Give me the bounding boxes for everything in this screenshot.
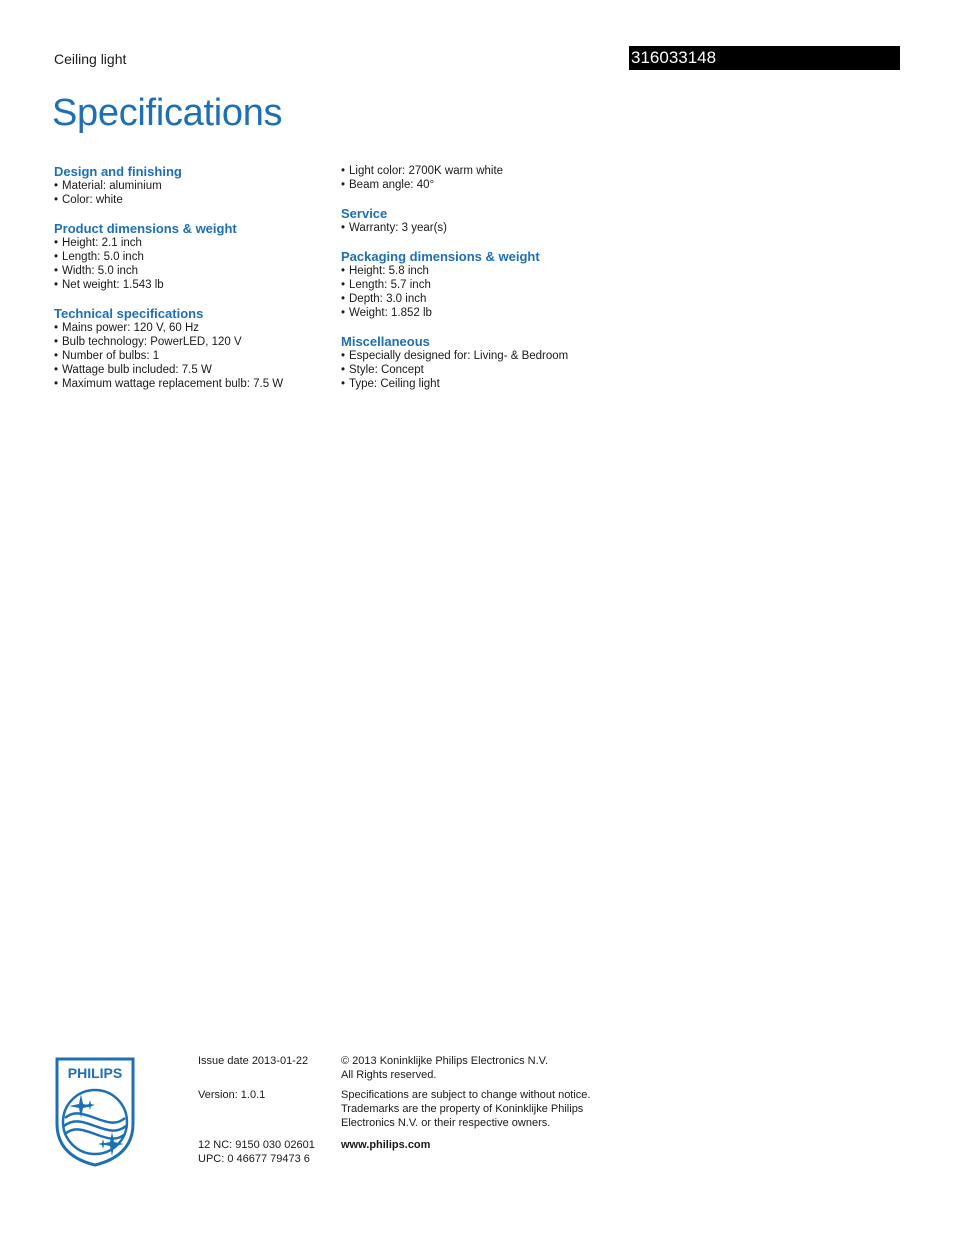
- spec-item: • Warranty: 3 year(s): [341, 221, 621, 235]
- product-category: Ceiling light: [54, 51, 127, 67]
- spec-item: • Net weight: 1.543 lb: [54, 278, 334, 292]
- section-heading: Design and finishing: [54, 164, 182, 179]
- spec-item: • Length: 5.7 inch: [341, 278, 621, 292]
- spec-item: • Light color: 2700K warm white: [341, 164, 621, 178]
- spec-item: • Width: 5.0 inch: [54, 264, 334, 278]
- notice-block: [341, 1088, 611, 1138]
- spec-item: • Especially designed for: Living- & Bedroom: [341, 349, 621, 363]
- section-service: [341, 206, 621, 235]
- section-heading: Miscellaneous: [341, 334, 430, 349]
- spec-item: • Length: 5.0 inch: [54, 250, 334, 264]
- spec-item: • Material: aluminium: [54, 179, 334, 193]
- page-title: Specifications: [52, 92, 283, 134]
- spec-item: • Height: 5.8 inch: [341, 264, 621, 278]
- specs-right-column: [341, 164, 621, 405]
- copyright-line: All Rights reserved.: [341, 1069, 437, 1081]
- section-packaging-dimensions: [341, 249, 621, 320]
- spec-item: • Beam angle: 40°: [341, 178, 621, 192]
- spec-item: • Weight: 1.852 lb: [341, 306, 621, 320]
- section-product-dimensions: [54, 221, 334, 292]
- spec-item: • Bulb technology: PowerLED, 120 V: [54, 335, 334, 349]
- notice-line: Electronics N.V. or their respective owners.: [341, 1117, 551, 1129]
- issue-date: Issue date 2013-01-22: [198, 1055, 309, 1067]
- version: Version: 1.0.1: [198, 1089, 266, 1101]
- specs-left-column: [54, 164, 334, 405]
- footer-legal: [341, 1054, 611, 1152]
- spec-item: • Color: white: [54, 193, 334, 207]
- spec-item: • Type: Ceiling light: [341, 377, 621, 391]
- spec-item: • Mains power: 120 V, 60 Hz: [54, 321, 334, 335]
- philips-logo-icon: [54, 1056, 136, 1168]
- logo-wordmark: PHILIPS: [67, 1065, 123, 1081]
- product-id-badge: 316033148: [629, 46, 900, 70]
- section-miscellaneous: [341, 334, 621, 391]
- section-heading: Product dimensions & weight: [54, 221, 237, 236]
- upc-code: UPC: 0 46677 79473 6: [198, 1153, 310, 1165]
- nc-code: 12 NC: 9150 030 02601: [198, 1139, 315, 1151]
- spec-item: • Height: 2.1 inch: [54, 236, 334, 250]
- spec-item: • Maximum wattage replacement bulb: 7.5 W: [54, 377, 334, 391]
- section-heading: Packaging dimensions & weight: [341, 249, 540, 264]
- section-design-finishing: [54, 164, 334, 207]
- website-link[interactable]: www.philips.com: [341, 1139, 431, 1151]
- section-technical-specifications: [54, 306, 334, 391]
- section-technical-continued: [341, 164, 621, 192]
- notice-line: Trademarks are the property of Koninklijke Philips: [341, 1103, 584, 1115]
- section-heading: Service: [341, 206, 388, 221]
- spec-item: • Depth: 3.0 inch: [341, 292, 621, 306]
- spec-item: • Wattage bulb included: 7.5 W: [54, 363, 334, 377]
- spec-item: • Number of bulbs: 1: [54, 349, 334, 363]
- copyright-block: [341, 1054, 611, 1088]
- spec-item: • Style: Concept: [341, 363, 621, 377]
- notice-line: Specifications are subject to change without notice.: [341, 1089, 591, 1101]
- copyright-line: © 2013 Koninklijke Philips Electronics N.V.: [341, 1055, 549, 1067]
- footer-meta: [198, 1054, 328, 1166]
- section-heading: Technical specifications: [54, 306, 204, 321]
